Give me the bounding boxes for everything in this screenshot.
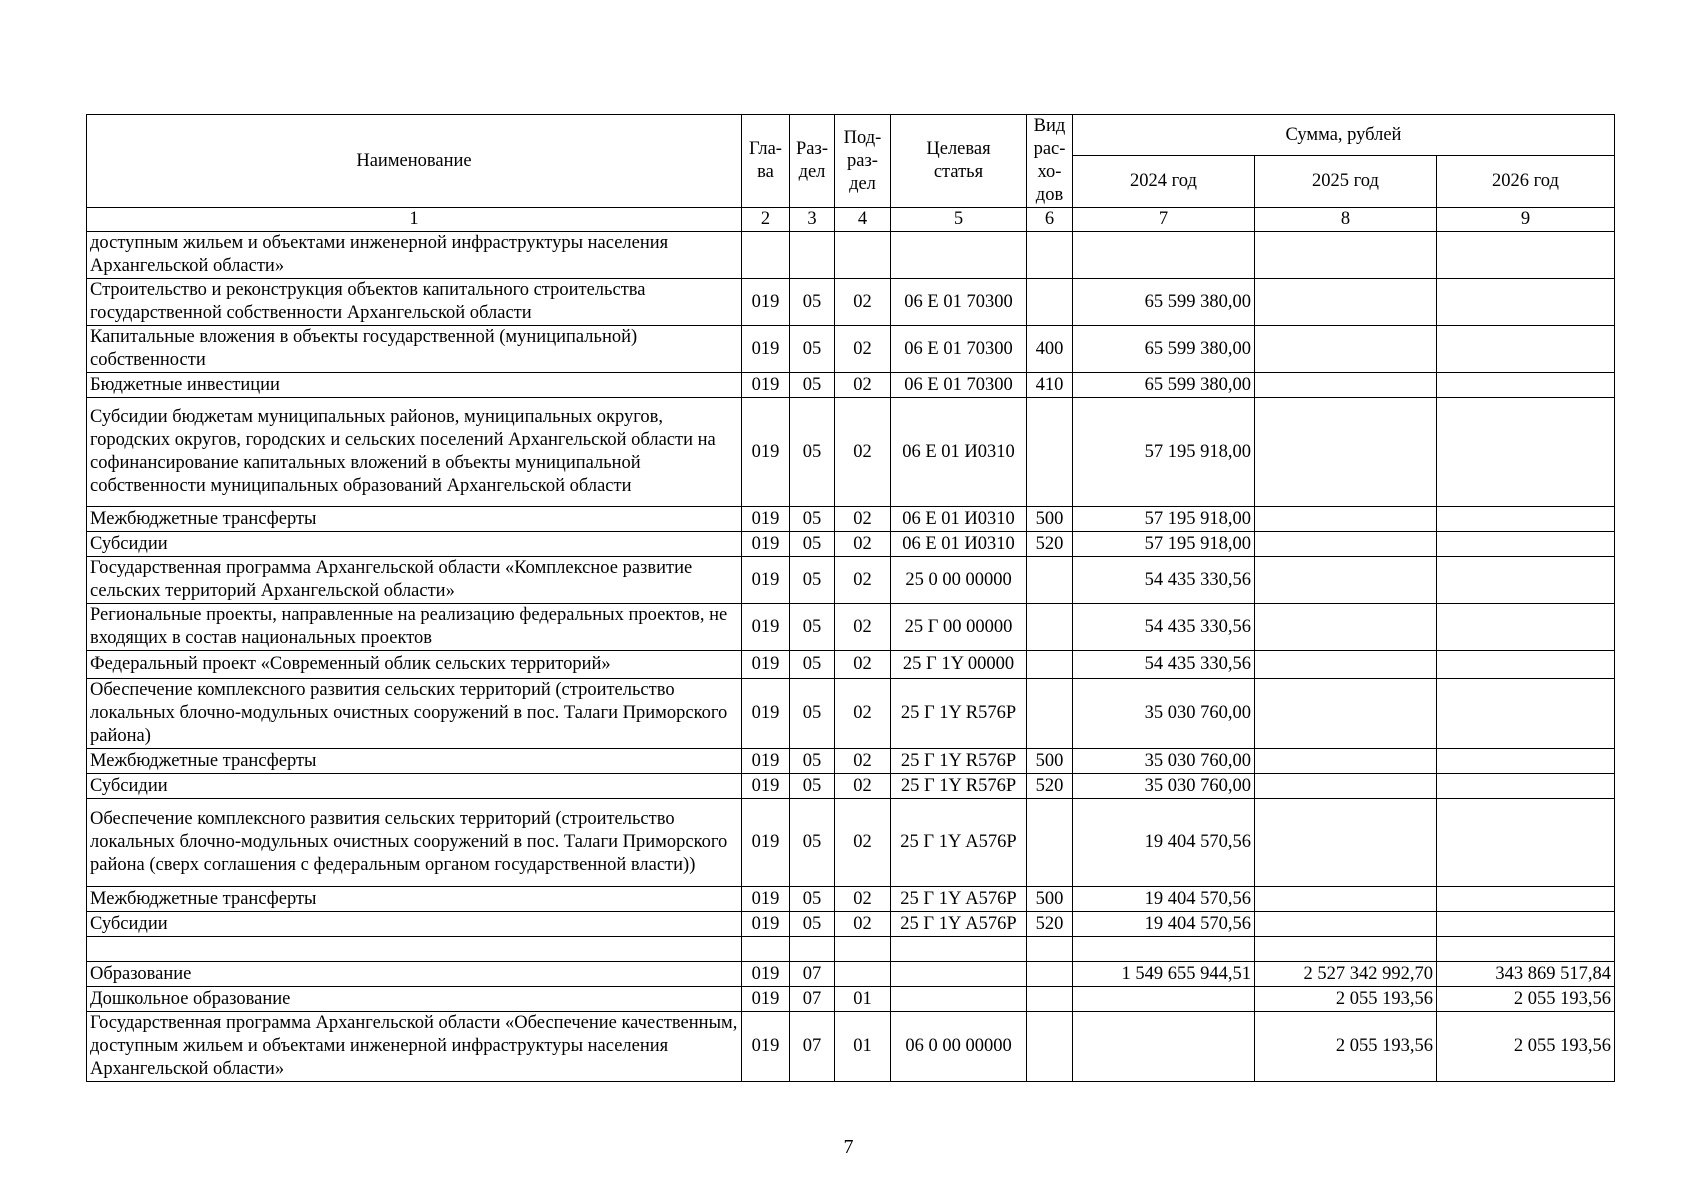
- table-row: [87, 749, 1615, 774]
- row-chapter: 019: [742, 651, 790, 679]
- header-subsection-text: Под- раз- дел: [843, 127, 882, 194]
- row-section: 05: [790, 279, 835, 326]
- row-sum-2024: 35 030 760,00: [1073, 679, 1255, 749]
- table-row: [87, 398, 1615, 507]
- column-number: 8: [1255, 208, 1437, 232]
- row-sum-2025: [1255, 887, 1437, 912]
- table-row: [87, 279, 1615, 326]
- header-subsection: [835, 115, 891, 208]
- row-subsection: 02: [835, 749, 891, 774]
- row-name: Образование: [87, 962, 742, 987]
- row-chapter: 019: [742, 373, 790, 398]
- row-sum-2026: [1437, 557, 1615, 604]
- row-subsection: 02: [835, 799, 891, 887]
- row-name: Межбюджетные трансферты: [87, 749, 742, 774]
- row-name: Обеспечение комплексного развития сельских территорий (строительство локальных блочно-модульных очистных сооружений в пос. Талаги Приморского района (сверх соглашения с федеральным органом государственной власти)): [87, 799, 742, 887]
- row-sum-2025: 2 055 193,56: [1255, 1012, 1437, 1082]
- row-section: 05: [790, 651, 835, 679]
- row-sum-2024: 35 030 760,00: [1073, 774, 1255, 799]
- row-subsection: [835, 937, 891, 962]
- row-target-article: [891, 962, 1027, 987]
- row-expense-type: 410: [1027, 373, 1073, 398]
- row-section: 05: [790, 774, 835, 799]
- row-expense-type: 400: [1027, 326, 1073, 373]
- row-target-article: 25 Г 1Y А576P: [891, 912, 1027, 937]
- header-chapter: [742, 115, 790, 208]
- row-expense-type: 500: [1027, 887, 1073, 912]
- row-sum-2024: 57 195 918,00: [1073, 507, 1255, 532]
- row-sum-2026: [1437, 749, 1615, 774]
- row-name: Государственная программа Архангельской области «Комплексное развитие сельских территорий Архангельской области»: [87, 557, 742, 604]
- row-sum-2025: [1255, 774, 1437, 799]
- row-section: 07: [790, 1012, 835, 1082]
- row-sum-2026: 2 055 193,56: [1437, 1012, 1615, 1082]
- row-chapter: 019: [742, 326, 790, 373]
- row-target-article: 06 Е 01 70300: [891, 279, 1027, 326]
- row-name: Субсидии: [87, 774, 742, 799]
- row-target-article: 25 Г 1Y R576P: [891, 774, 1027, 799]
- row-sum-2024: 1 549 655 944,51: [1073, 962, 1255, 987]
- row-subsection: 02: [835, 912, 891, 937]
- table-body: [87, 232, 1615, 1082]
- row-section: 05: [790, 887, 835, 912]
- row-section: 05: [790, 373, 835, 398]
- row-sum-2025: [1255, 604, 1437, 651]
- row-sum-2025: [1255, 232, 1437, 279]
- row-subsection: 02: [835, 604, 891, 651]
- row-name: Бюджетные инвестиции: [87, 373, 742, 398]
- row-target-article: 06 Е 01 70300: [891, 326, 1027, 373]
- header-sum: Сумма, рублей: [1073, 115, 1615, 156]
- table-row: [87, 604, 1615, 651]
- row-section: 05: [790, 749, 835, 774]
- row-name: Капитальные вложения в объекты государственной (муниципальной) собственности: [87, 326, 742, 373]
- row-sum-2026: [1437, 912, 1615, 937]
- row-target-article: 06 Е 01 70300: [891, 373, 1027, 398]
- row-name: Государственная программа Архангельской области «Обеспечение качественным, доступным жильем и объектами инженерной инфраструктуры населения Архангельской области»: [87, 1012, 742, 1082]
- column-number: 1: [87, 208, 742, 232]
- table-header: [87, 115, 1615, 232]
- row-chapter: 019: [742, 557, 790, 604]
- row-expense-type: [1027, 232, 1073, 279]
- row-sum-2026: 343 869 517,84: [1437, 962, 1615, 987]
- row-sum-2026: [1437, 507, 1615, 532]
- row-name: Обеспечение комплексного развития сельских территорий (строительство локальных блочно-модульных очистных сооружений в пос. Талаги Приморского района): [87, 679, 742, 749]
- table-row: [87, 962, 1615, 987]
- row-target-article: 06 0 00 00000: [891, 1012, 1027, 1082]
- row-sum-2025: [1255, 532, 1437, 557]
- row-subsection: 01: [835, 1012, 891, 1082]
- row-section: 07: [790, 962, 835, 987]
- row-sum-2024: 19 404 570,56: [1073, 887, 1255, 912]
- row-sum-2024: [1073, 232, 1255, 279]
- column-number: 3: [790, 208, 835, 232]
- row-subsection: 02: [835, 887, 891, 912]
- row-subsection: 02: [835, 326, 891, 373]
- row-sum-2026: [1437, 373, 1615, 398]
- column-number: 7: [1073, 208, 1255, 232]
- row-sum-2026: [1437, 326, 1615, 373]
- table-row: [87, 651, 1615, 679]
- row-section: 05: [790, 507, 835, 532]
- row-subsection: 02: [835, 398, 891, 507]
- row-target-article: 25 Г 1Y А576P: [891, 887, 1027, 912]
- row-sum-2026: [1437, 279, 1615, 326]
- row-expense-type: [1027, 398, 1073, 507]
- row-chapter: 019: [742, 1012, 790, 1082]
- row-expense-type: [1027, 651, 1073, 679]
- table-row: [87, 887, 1615, 912]
- table-row: [87, 507, 1615, 532]
- header-expense-type: [1027, 115, 1073, 208]
- row-subsection: 02: [835, 651, 891, 679]
- row-sum-2025: [1255, 279, 1437, 326]
- row-subsection: [835, 962, 891, 987]
- row-subsection: 02: [835, 679, 891, 749]
- table-row: [87, 232, 1615, 279]
- budget-table: [86, 114, 1615, 1082]
- row-chapter: 019: [742, 799, 790, 887]
- row-section: 05: [790, 912, 835, 937]
- row-sum-2024: 65 599 380,00: [1073, 326, 1255, 373]
- row-expense-type: [1027, 1012, 1073, 1082]
- header-target-text: Целевая статья: [926, 139, 991, 182]
- row-name: Субсидии: [87, 912, 742, 937]
- column-number: 5: [891, 208, 1027, 232]
- column-number: 2: [742, 208, 790, 232]
- table-row: [87, 373, 1615, 398]
- header-section: [790, 115, 835, 208]
- row-sum-2026: [1437, 651, 1615, 679]
- row-section: [790, 937, 835, 962]
- row-sum-2025: [1255, 507, 1437, 532]
- row-section: 05: [790, 398, 835, 507]
- row-sum-2025: [1255, 749, 1437, 774]
- row-chapter: 019: [742, 532, 790, 557]
- row-sum-2026: [1437, 887, 1615, 912]
- row-expense-type: [1027, 962, 1073, 987]
- page-number: 7: [843, 1136, 854, 1158]
- row-sum-2025: [1255, 799, 1437, 887]
- row-section: 05: [790, 326, 835, 373]
- row-expense-type: 520: [1027, 532, 1073, 557]
- row-subsection: 01: [835, 987, 891, 1012]
- row-subsection: 02: [835, 373, 891, 398]
- header-expense-type-text: Вид рас- хо- дов: [1033, 116, 1066, 205]
- row-sum-2025: [1255, 937, 1437, 962]
- row-sum-2024: 57 195 918,00: [1073, 532, 1255, 557]
- row-target-article: 06 Е 01 И0310: [891, 507, 1027, 532]
- row-subsection: 02: [835, 557, 891, 604]
- row-chapter: 019: [742, 912, 790, 937]
- row-expense-type: 520: [1027, 912, 1073, 937]
- row-sum-2024: 54 435 330,56: [1073, 604, 1255, 651]
- table-row: [87, 987, 1615, 1012]
- header-section-text: Раз- дел: [796, 139, 828, 182]
- row-sum-2024: 57 195 918,00: [1073, 398, 1255, 507]
- row-name: [87, 937, 742, 962]
- row-sum-2026: [1437, 232, 1615, 279]
- row-name: Дошкольное образование: [87, 987, 742, 1012]
- row-sum-2026: [1437, 799, 1615, 887]
- table-row: [87, 532, 1615, 557]
- table-row: [87, 326, 1615, 373]
- column-number: 9: [1437, 208, 1615, 232]
- row-target-article: 25 Г 00 00000: [891, 604, 1027, 651]
- row-chapter: [742, 232, 790, 279]
- row-chapter: 019: [742, 749, 790, 774]
- row-name: Федеральный проект «Современный облик сельских территорий»: [87, 651, 742, 679]
- row-section: 05: [790, 532, 835, 557]
- row-expense-type: [1027, 557, 1073, 604]
- row-sum-2024: 65 599 380,00: [1073, 373, 1255, 398]
- row-target-article: 06 Е 01 И0310: [891, 532, 1027, 557]
- row-sum-2026: 2 055 193,56: [1437, 987, 1615, 1012]
- row-sum-2024: 19 404 570,56: [1073, 912, 1255, 937]
- row-expense-type: 500: [1027, 749, 1073, 774]
- row-name: доступным жильем и объектами инженерной инфраструктуры населения Архангельской области»: [87, 232, 742, 279]
- table-row: [87, 1012, 1615, 1082]
- row-name: Региональные проекты, направленные на реализацию федеральных проектов, не входящих в состав национальных проектов: [87, 604, 742, 651]
- row-expense-type: [1027, 937, 1073, 962]
- row-sum-2025: [1255, 651, 1437, 679]
- row-expense-type: [1027, 987, 1073, 1012]
- row-sum-2024: 54 435 330,56: [1073, 557, 1255, 604]
- row-chapter: 019: [742, 507, 790, 532]
- row-sum-2025: 2 527 342 992,70: [1255, 962, 1437, 987]
- row-sum-2025: [1255, 373, 1437, 398]
- row-sum-2026: [1437, 937, 1615, 962]
- row-expense-type: [1027, 799, 1073, 887]
- row-sum-2025: [1255, 398, 1437, 507]
- row-sum-2024: 35 030 760,00: [1073, 749, 1255, 774]
- row-target-article: [891, 232, 1027, 279]
- header-year-2025: 2025 год: [1255, 156, 1437, 208]
- column-numbers-row: [87, 208, 1615, 232]
- row-chapter: 019: [742, 962, 790, 987]
- table-row: [87, 912, 1615, 937]
- row-target-article: 25 Г 1Y R576P: [891, 679, 1027, 749]
- table-row: [87, 937, 1615, 962]
- row-subsection: [835, 232, 891, 279]
- row-sum-2024: 19 404 570,56: [1073, 799, 1255, 887]
- row-sum-2024: 54 435 330,56: [1073, 651, 1255, 679]
- table-row: [87, 557, 1615, 604]
- row-name: Межбюджетные трансферты: [87, 507, 742, 532]
- row-sum-2025: [1255, 326, 1437, 373]
- row-sum-2025: [1255, 679, 1437, 749]
- header-year-2024: 2024 год: [1073, 156, 1255, 208]
- table-row: [87, 774, 1615, 799]
- row-section: 05: [790, 799, 835, 887]
- row-section: 05: [790, 679, 835, 749]
- row-sum-2025: [1255, 557, 1437, 604]
- row-section: 05: [790, 604, 835, 651]
- row-sum-2026: [1437, 774, 1615, 799]
- header-target: [891, 115, 1027, 208]
- row-name: Субсидии: [87, 532, 742, 557]
- row-section: 07: [790, 987, 835, 1012]
- row-target-article: 25 Г 1Y R576P: [891, 749, 1027, 774]
- row-chapter: 019: [742, 887, 790, 912]
- row-expense-type: [1027, 679, 1073, 749]
- row-sum-2024: [1073, 1012, 1255, 1082]
- row-sum-2024: [1073, 987, 1255, 1012]
- row-chapter: 019: [742, 279, 790, 326]
- row-expense-type: [1027, 604, 1073, 651]
- row-subsection: 02: [835, 279, 891, 326]
- row-chapter: 019: [742, 774, 790, 799]
- row-subsection: 02: [835, 507, 891, 532]
- row-target-article: 25 Г 1Y 00000: [891, 651, 1027, 679]
- row-sum-2026: [1437, 604, 1615, 651]
- row-chapter: 019: [742, 987, 790, 1012]
- row-section: [790, 232, 835, 279]
- table-row: [87, 799, 1615, 887]
- row-sum-2025: [1255, 912, 1437, 937]
- row-expense-type: [1027, 279, 1073, 326]
- header-chapter-text: Гла- ва: [749, 139, 782, 182]
- row-sum-2025: 2 055 193,56: [1255, 987, 1437, 1012]
- row-target-article: [891, 937, 1027, 962]
- header-name: Наименование: [87, 115, 742, 208]
- table-row: [87, 679, 1615, 749]
- row-target-article: [891, 987, 1027, 1012]
- row-sum-2026: [1437, 679, 1615, 749]
- row-name: Межбюджетные трансферты: [87, 887, 742, 912]
- row-chapter: 019: [742, 679, 790, 749]
- row-sum-2026: [1437, 398, 1615, 507]
- row-target-article: 25 0 00 00000: [891, 557, 1027, 604]
- header-year-2026: 2026 год: [1437, 156, 1615, 208]
- row-sum-2024: 65 599 380,00: [1073, 279, 1255, 326]
- column-number: 6: [1027, 208, 1073, 232]
- row-name: Строительство и реконструкция объектов капитального строительства государственной собственности Архангельской области: [87, 279, 742, 326]
- row-expense-type: 500: [1027, 507, 1073, 532]
- row-chapter: [742, 937, 790, 962]
- row-subsection: 02: [835, 774, 891, 799]
- row-section: 05: [790, 557, 835, 604]
- row-sum-2026: [1437, 532, 1615, 557]
- row-subsection: 02: [835, 532, 891, 557]
- column-number: 4: [835, 208, 891, 232]
- row-target-article: 25 Г 1Y А576P: [891, 799, 1027, 887]
- row-target-article: 06 Е 01 И0310: [891, 398, 1027, 507]
- row-name: Субсидии бюджетам муниципальных районов, муниципальных округов, городских округов, городских и сельских поселений Архангельской области на софинансирование капитальных вложений в объекты муниципальной собственности муниципальных образований Архангельской области: [87, 398, 742, 507]
- row-chapter: 019: [742, 604, 790, 651]
- row-expense-type: 520: [1027, 774, 1073, 799]
- row-sum-2024: [1073, 937, 1255, 962]
- row-chapter: 019: [742, 398, 790, 507]
